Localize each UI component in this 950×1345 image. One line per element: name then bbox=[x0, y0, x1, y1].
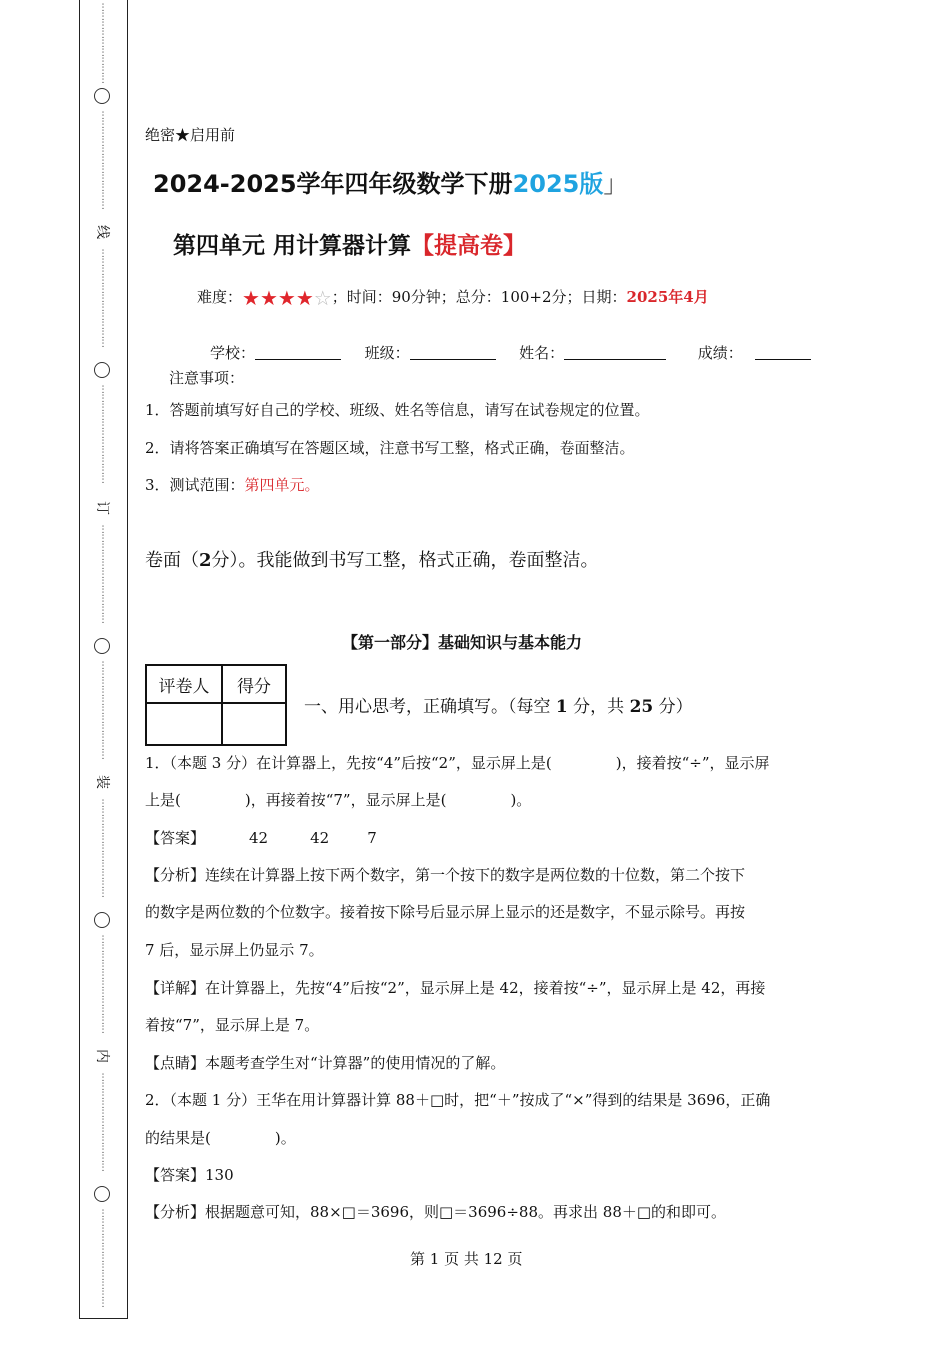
star-filled-icon: ★ bbox=[277, 286, 296, 310]
binding-circle bbox=[94, 912, 110, 928]
meta-line bbox=[197, 286, 709, 308]
paper-title-main: 2024-2025学年四年级数学下册 bbox=[153, 170, 513, 198]
binding-circle bbox=[94, 362, 110, 378]
binding-dots: ⋮ ⋮ ⋮ ⋮ ⋮ ⋮ ⋮ ⋮ ⋮ ⋮ ⋮ bbox=[98, 525, 108, 625]
binding-dots: ⋮ ⋮ ⋮ ⋮ ⋮ ⋮ ⋮ ⋮ ⋮ ⋮ ⋮ bbox=[98, 935, 108, 1035]
q1-detail-1: 【详解】在计算器上，先按“4”后按“2”，显示屏上是 42，接着按“÷”，显示屏上是 42，再接 bbox=[145, 979, 766, 997]
binding-dots: ⋮ ⋮ ⋮ ⋮ ⋮ ⋮ ⋮ ⋮ ⋮ ⋮ ⋮ bbox=[98, 799, 108, 899]
grader-cell[interactable] bbox=[146, 703, 222, 745]
difficulty-label: 难度： bbox=[197, 288, 243, 306]
score-header: 得分 bbox=[222, 665, 286, 703]
paper-title bbox=[153, 164, 627, 199]
paper-title-tail: 」 bbox=[603, 170, 628, 198]
q2-analysis: 【分析】根据题意可知，88×□＝3696，则□＝3696÷88。再求出 88＋□的和即可。 bbox=[145, 1203, 727, 1221]
score-label: 成绩： bbox=[697, 344, 743, 362]
binding-mark-nei: 内 bbox=[94, 1049, 110, 1063]
q2-line1: 2．（本题 1 分）王华在用计算器计算 88＋□时，把“＋”按成了“×”得到的结果是 3696，正确 bbox=[145, 1091, 771, 1109]
meta-rest: ；时间：90分钟；总分：100+2分；日期： bbox=[331, 288, 627, 306]
grade-table bbox=[145, 664, 287, 746]
q1-answer-3: 7 bbox=[367, 829, 377, 847]
q1-line2-text: 上是( bbox=[145, 791, 181, 809]
binding-dots: ⋮ ⋮ ⋮ ⋮ ⋮ ⋮ ⋮ ⋮ ⋮ ⋮ ⋮ bbox=[98, 1209, 108, 1309]
binding-dots: ⋮ ⋮ ⋮ ⋮ ⋮ ⋮ ⋮ ⋮ ⋮ ⋮ ⋮ bbox=[98, 249, 108, 349]
q1-point: 【点睛】本题考查学生对“计算器”的使用情况的了解。 bbox=[145, 1054, 506, 1072]
star-empty-icon: ☆ bbox=[313, 286, 332, 310]
neatness-line bbox=[145, 546, 599, 572]
binding-mark-zhuang: 装 bbox=[94, 775, 110, 789]
q1-answer-1: 42 bbox=[249, 829, 269, 847]
q2-line2-text-b: )。 bbox=[274, 1129, 296, 1147]
page-footer: 第 1 页 共 12 页 bbox=[410, 1250, 523, 1268]
part1-heading bbox=[304, 692, 693, 717]
binding-circle bbox=[94, 1186, 110, 1202]
q1-line1 bbox=[145, 752, 770, 773]
q1-analysis-3: 7 后，显示屏上仍显示 7。 bbox=[145, 941, 324, 959]
binding-dots: ⋮ ⋮ ⋮ ⋮ ⋮ ⋮ ⋮ ⋮ ⋮ bbox=[98, 3, 108, 85]
neatness-points: 2 bbox=[199, 550, 212, 571]
section-title: 【第一部分】基础知识与基本能力 bbox=[342, 633, 583, 652]
meta-date: 2025年4月 bbox=[626, 288, 709, 306]
binding-circle bbox=[94, 88, 110, 104]
q1-analysis-2: 的数字是两位数的个位数字。接着按下除号后显示屏上显示的还是数字，不显示除号。再按 bbox=[145, 903, 746, 921]
school-label: 学校： bbox=[210, 344, 256, 362]
q2-line2 bbox=[145, 1127, 296, 1148]
class-field[interactable] bbox=[410, 345, 496, 360]
note-3-prefix: 3．测试范围： bbox=[145, 476, 245, 494]
info-fields bbox=[210, 342, 811, 363]
part1-heading-a: 一、用心思考，正确填写。（每空 bbox=[304, 697, 556, 717]
q1-line1-text-b: )，接着按“÷”，显示屏 bbox=[615, 754, 770, 772]
paper-subtitle-level: 【提高卷】 bbox=[411, 233, 527, 259]
neatness-suffix: 分）。我能做到书写工整，格式正确，卷面整洁。 bbox=[211, 550, 599, 571]
q1-line2 bbox=[145, 789, 531, 810]
star-filled-icon: ★ bbox=[259, 286, 278, 310]
star-filled-icon: ★ bbox=[242, 286, 260, 310]
q1-line2-text-c: )。 bbox=[510, 791, 532, 809]
name-label: 姓名： bbox=[519, 344, 565, 362]
q1-answer bbox=[145, 827, 377, 848]
note-1: 1．答题前填写好自己的学校、班级、姓名等信息，请写在试卷规定的位置。 bbox=[145, 401, 650, 419]
school-field[interactable] bbox=[255, 345, 341, 360]
paper-subtitle bbox=[173, 227, 526, 260]
neatness-prefix: 卷面（ bbox=[145, 550, 199, 571]
part1-heading-d: 25 bbox=[629, 697, 654, 717]
name-field[interactable] bbox=[564, 345, 666, 360]
q2-answer: 【答案】130 bbox=[145, 1166, 234, 1184]
part1-heading-e: 分） bbox=[653, 697, 693, 717]
binding-dots: ⋮ ⋮ ⋮ ⋮ ⋮ ⋮ ⋮ ⋮ ⋮ ⋮ ⋮ bbox=[98, 1073, 108, 1173]
star-filled-icon: ★ bbox=[295, 286, 314, 310]
binding-mark-xian: 线 bbox=[94, 225, 110, 239]
score-cell[interactable] bbox=[222, 703, 286, 745]
note-2: 2．请将答案正确填写在答题区域，注意书写工整，格式正确，卷面整洁。 bbox=[145, 439, 635, 457]
binding-circle bbox=[94, 638, 110, 654]
part1-heading-c: 分，共 bbox=[567, 697, 630, 717]
grader-header: 评卷人 bbox=[146, 665, 222, 703]
q1-analysis-1: 【分析】连续在计算器上按下两个数字，第一个按下的数字是两位数的十位数，第二个按下 bbox=[145, 866, 746, 884]
q2-line2-text: 的结果是( bbox=[145, 1129, 211, 1147]
q1-line1-text: 1．（本题 3 分）在计算器上，先按“4”后按“2”，显示屏上是( bbox=[145, 754, 552, 772]
secret-label: 绝密★启用前 bbox=[145, 126, 236, 144]
notes-title: 注意事项： bbox=[169, 369, 245, 387]
score-field[interactable] bbox=[755, 345, 811, 360]
binding-dots: ⋮ ⋮ ⋮ ⋮ ⋮ ⋮ ⋮ ⋮ ⋮ ⋮ ⋮ bbox=[98, 111, 108, 211]
binding-mark-ding: 订 bbox=[94, 501, 110, 515]
q1-detail-2: 着按“7”，显示屏上是 7。 bbox=[145, 1016, 320, 1034]
binding-margin bbox=[79, 0, 128, 1319]
q1-answer-label: 【答案】 bbox=[145, 829, 206, 847]
binding-dots: ⋮ ⋮ ⋮ ⋮ ⋮ ⋮ ⋮ ⋮ ⋮ ⋮ ⋮ bbox=[98, 385, 108, 485]
difficulty-stars bbox=[242, 286, 332, 310]
paper-subtitle-main: 第四单元 用计算器计算 bbox=[173, 233, 412, 259]
part1-heading-b: 1 bbox=[555, 697, 568, 717]
note-3-scope: 第四单元。 bbox=[244, 476, 320, 494]
paper-title-version: 2025版 bbox=[512, 170, 604, 198]
note-3 bbox=[145, 474, 320, 495]
q1-line2-text-b: )，再接着按“7”，显示屏上是( bbox=[244, 791, 447, 809]
class-label: 班级： bbox=[364, 344, 410, 362]
binding-dots: ⋮ ⋮ ⋮ ⋮ ⋮ ⋮ ⋮ ⋮ ⋮ ⋮ ⋮ bbox=[98, 661, 108, 761]
q1-answer-2: 42 bbox=[310, 829, 330, 847]
